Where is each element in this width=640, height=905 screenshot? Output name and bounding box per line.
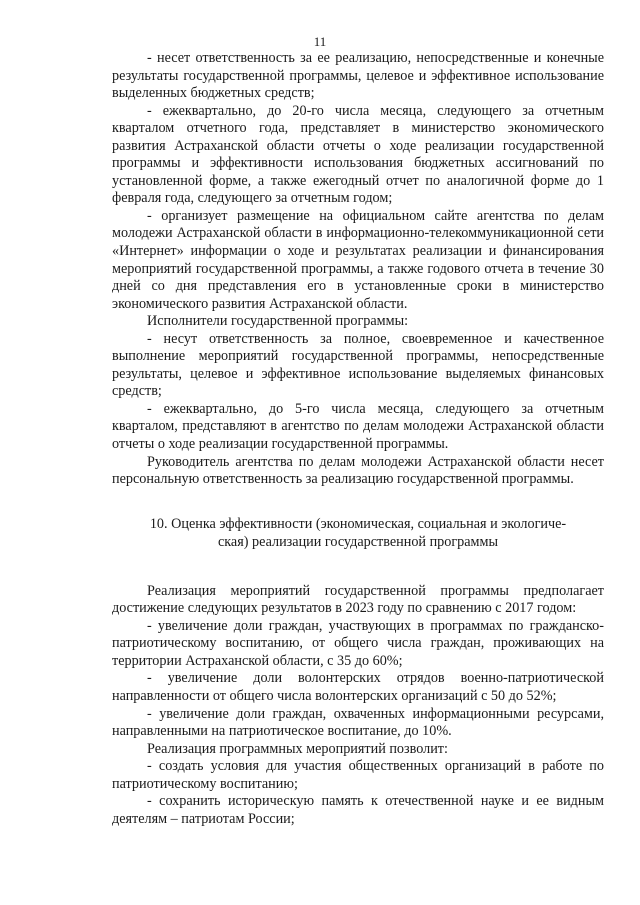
paragraph: - увеличение доли граждан, участвующих в программах по гражданско-патриотическому воспитанию, от общего числа граждан, проживающих на территории Астраханской области, с 35 до 60%; <box>112 617 604 669</box>
paragraph: - несут ответственность за полное, своевременное и качественное выполнение мероприятий государственной программы, непосредственные результаты, целевое и эффективное использование выделяемых финансовых средств; <box>112 330 604 400</box>
document-body <box>112 50 604 828</box>
page-number: 11 <box>313 34 327 49</box>
paragraph: - создать условия для участия общественных организаций в работе по патриотическому воспитанию; <box>112 758 604 792</box>
section-heading <box>112 515 604 551</box>
paragraph: - сохранить историческую память к отечественной науке и ее видным деятелям – патриотам России; <box>112 793 604 827</box>
section-heading-line-1: 10. Оценка эффективности (экономическая, социальная и экологиче- <box>149 515 567 532</box>
paragraph: Реализация мероприятий государственной программы предполагает достижение следующих результатов в 2023 году по сравнению с 2017 годом: <box>112 582 604 617</box>
section-heading-line-2: ская) реализации государственной программы <box>217 533 499 550</box>
paragraph: - ежеквартально, до 5-го числа месяца, следующего за отчетным кварталом, представляют в агентство по делам молодежи Астраханской области отчеты о ходе реализации государственной программы. <box>112 400 604 453</box>
paragraph: Исполнители государственной программы: <box>147 313 409 330</box>
paragraph: Реализация программных мероприятий позволит: <box>147 740 448 757</box>
paragraph: - несет ответственность за ее реализацию, непосредственные и конечные результаты государственной программы, целевое и эффективное использование выделенных бюджетных средств; <box>112 50 604 102</box>
paragraph: - ежеквартально, до 20-го числа месяца, следующего за отчетным кварталом отчетного года, представляет в министерство экономического развития Астраханской области отчеты о ходе реализации государственной программы и эффективности использования бюджетных ассигнований по установленной форме, а также ежегодный отчет по аналогичной форме до 1 февраля года, следующего за отчетным годом; <box>112 102 604 207</box>
paragraph: - организует размещение на официальном сайте агентства по делам молодежи Астраханской области в информационно-телекоммуникационной сети «Интернет» информации о ходе и результатах реализации и финансирования мероприятий государственной программы, а также годового отчета в течение 30 дней со дня представления его в установленные сроки в министерство экономического развития Астраханской области. <box>112 207 604 312</box>
paragraph: - увеличение доли волонтерских отрядов военно-патриотической направленности от общего числа волонтерских организаций с 50 до 52%; <box>112 670 604 704</box>
paragraph: - увеличение доли граждан, охваченных информационными ресурсами, направленными на патриотическое воспитание, до 10%. <box>112 705 604 740</box>
paragraph: Руководитель агентства по делам молодежи Астраханской области несет персональную ответственность за реализацию государственной программы. <box>112 453 604 488</box>
